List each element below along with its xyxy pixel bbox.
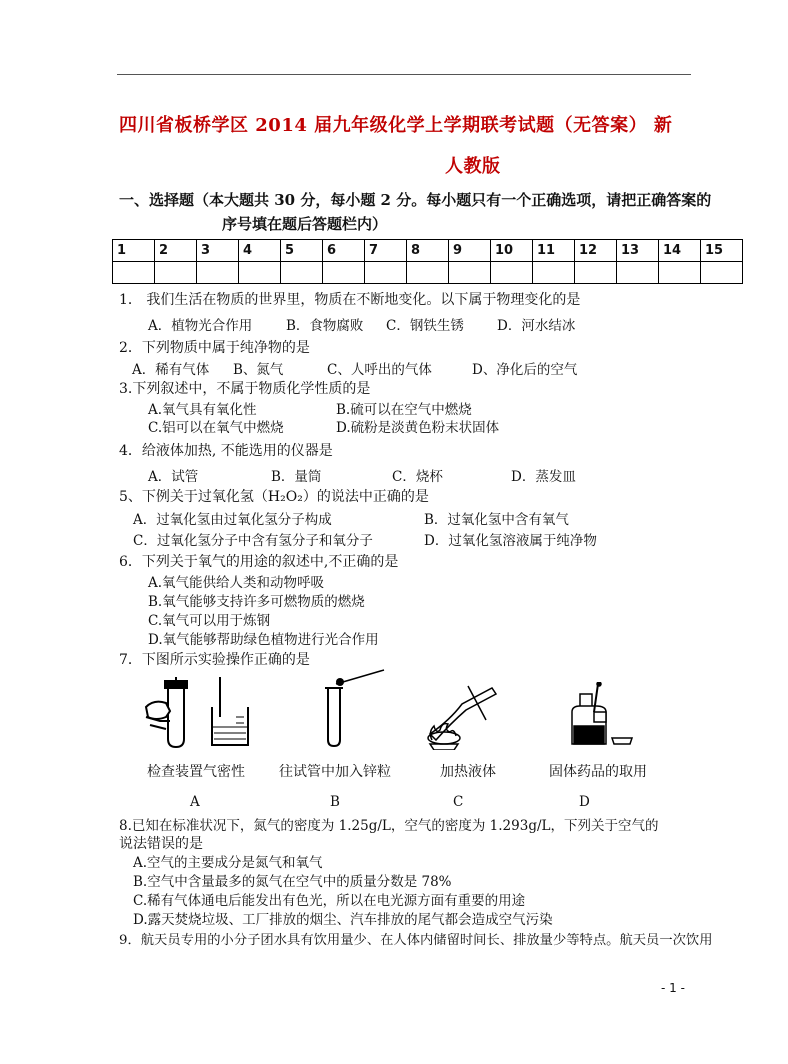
question-3-option-b: B.硫可以在空气中燃烧 [336, 402, 472, 418]
answer-blank-cell[interactable] [197, 262, 239, 284]
question-4-option-d: D．蒸发皿 [511, 469, 576, 485]
question-9-stem: 9．航天员专用的小分子团水具有饮用量少、在人体内储留时间长、排放量少等特点。航天员一次饮用 [119, 933, 713, 948]
answer-blank-cell[interactable] [155, 262, 197, 284]
question-6-option-c: C.氧气可以用于炼钢 [148, 613, 271, 629]
question-6-stem: 6．下列关于氧气的用途的叙述中,不正确的是 [119, 554, 399, 570]
answer-blank-cell[interactable] [575, 262, 617, 284]
figure-d-caption: 固体药品的取用 [549, 764, 647, 780]
answer-blank-cell[interactable] [617, 262, 659, 284]
doc-title-line2: 人教版 [445, 156, 501, 177]
question-4-option-c: C．烧杯 [392, 469, 443, 485]
answer-number-cell: 3 [197, 240, 239, 262]
figure-d-letter: D [579, 794, 590, 810]
answer-blank-cell[interactable] [365, 262, 407, 284]
figure-a-caption: 检查装置气密性 [147, 764, 245, 780]
answer-blank-cell[interactable] [701, 262, 743, 284]
doc-title-line1: 四川省板桥学区 2014 届九年级化学上学期联考试题（无答案） 新 [119, 115, 673, 136]
answer-table-blank-row [113, 262, 743, 284]
question-3-option-a: A.氧气具有氧化性 [148, 402, 257, 418]
figure-a-letter: A [190, 794, 200, 810]
question-2-option-b: B、氮气 [233, 362, 284, 378]
figure-d-solid-reagent [566, 682, 636, 748]
question-4-option-b: B．量筒 [271, 469, 322, 485]
question-3-option-c: C.铝可以在氧气中燃烧 [148, 420, 284, 436]
question-1-option-a: A．植物光合作用 [148, 318, 253, 334]
answer-number-cell: 7 [365, 240, 407, 262]
question-2-stem: 2．下列物质中属于纯净物的是 [119, 340, 310, 356]
question-4-option-a: A．试管 [148, 469, 199, 485]
figure-b-letter: B [330, 794, 340, 810]
figure-c-letter: C [453, 794, 464, 810]
answer-number-cell: 13 [617, 240, 659, 262]
question-5-option-b: B．过氧化氢中含有氧气 [424, 512, 569, 528]
answer-number-cell: 12 [575, 240, 617, 262]
figure-a-airtightness-apparatus [140, 677, 265, 752]
question-4-stem: 4．给液体加热, 不能选用的仪器是 [119, 443, 333, 459]
section-heading-line2: 序号填在题后答题栏内） [222, 215, 388, 233]
answer-number-cell: 2 [155, 240, 197, 262]
question-6-option-a: A.氧气能供给人类和动物呼吸 [148, 575, 325, 591]
question-8-stem-line1: 8.已知在标准状况下，氮气的密度为 1.25g/L，空气的密度为 1.293g/L，下列关于空气的 [119, 818, 659, 834]
answer-blank-cell[interactable] [533, 262, 575, 284]
question-8-option-b: B.空气中含量最多的氮气在空气中的质量分数是 78% [133, 874, 452, 890]
answer-number-cell: 5 [281, 240, 323, 262]
question-1-option-d: D．河水结冰 [497, 318, 576, 334]
page-number: - 1 - [661, 981, 685, 995]
answer-blank-cell[interactable] [113, 262, 155, 284]
section-heading-line1: 一、选择题（本大题共 30 分，每小题 2 分。每小题只有一个正确选项，请把正确答案的 [119, 191, 712, 209]
answer-table-number-row [113, 240, 743, 262]
answer-blank-cell[interactable] [491, 262, 533, 284]
answer-blank-cell[interactable] [659, 262, 701, 284]
answer-number-cell: 10 [491, 240, 533, 262]
question-5-option-c: C．过氧化氢分子中含有氢分子和氧分子 [133, 533, 373, 549]
answer-number-cell: 11 [533, 240, 575, 262]
question-8-stem-line2: 说法错误的是 [119, 836, 203, 852]
answer-number-cell: 8 [407, 240, 449, 262]
question-6-option-b: B.氧气能够支持许多可燃物质的燃烧 [148, 594, 365, 610]
answer-blank-cell[interactable] [407, 262, 449, 284]
answer-number-cell: 14 [659, 240, 701, 262]
question-1-option-b: B．食物腐败 [286, 318, 364, 334]
question-2-option-c: C、人呼出的气体 [327, 362, 432, 378]
answer-table [112, 239, 743, 284]
question-3-stem: 3.下列叙述中，不属于物质化学性质的是 [119, 381, 371, 397]
figure-c-heating-liquid [420, 680, 500, 750]
question-7-stem: 7．下图所示实验操作正确的是 [119, 652, 310, 668]
question-5-option-a: A．过氧化氢由过氧化氢分子构成 [133, 512, 332, 528]
header-rule [117, 74, 691, 75]
question-5-stem: 5、下例关于过氧化氢（H₂O₂）的说法中正确的是 [119, 489, 429, 505]
answer-blank-cell[interactable] [239, 262, 281, 284]
question-1-option-c: C．钢铁生锈 [386, 318, 464, 334]
question-1-stem: 1． 我们生活在物质的世界里，物质在不断地变化。以下属于物理变化的是 [119, 292, 581, 308]
answer-number-cell: 6 [323, 240, 365, 262]
answer-number-cell: 4 [239, 240, 281, 262]
answer-number-cell: 9 [449, 240, 491, 262]
figure-b-caption: 往试管中加入锌粒 [279, 764, 391, 780]
figure-b-test-tube-zinc [318, 668, 388, 748]
question-2-option-d: D、净化后的空气 [472, 362, 578, 378]
question-6-option-d: D.氧气能够帮助绿色植物进行光合作用 [148, 632, 379, 648]
question-8-option-d: D.露天焚烧垃圾、工厂排放的烟尘、汽车排放的尾气都会造成空气污染 [133, 912, 553, 928]
question-3-option-d: D.硫粉是淡黄色粉末状固体 [336, 420, 500, 436]
figure-c-caption: 加热液体 [440, 764, 496, 780]
question-8-option-a: A.空气的主要成分是氮气和氧气 [133, 855, 323, 871]
question-2-option-a: A．稀有气体 [132, 362, 210, 378]
question-8-option-c: C.稀有气体通电后能发出有色光，所以在电光源方面有重要的用途 [133, 893, 526, 909]
answer-number-cell: 1 [113, 240, 155, 262]
answer-blank-cell[interactable] [449, 262, 491, 284]
question-5-option-d: D．过氧化氢溶液属于纯净物 [424, 533, 597, 549]
answer-blank-cell[interactable] [281, 262, 323, 284]
answer-blank-cell[interactable] [323, 262, 365, 284]
answer-number-cell: 15 [701, 240, 743, 262]
